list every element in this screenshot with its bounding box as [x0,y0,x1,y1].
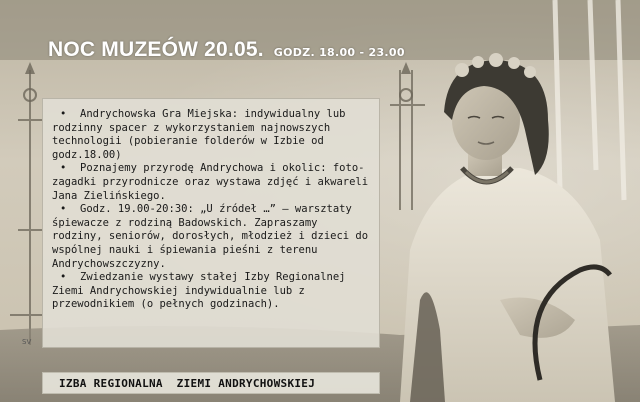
list-item [52,203,374,271]
event-title: NOC MUZEÓW 20.05. [48,38,264,61]
event-hours: GODZ. 18.00 - 23.00 [273,46,405,59]
bullet-icon: • [60,162,67,175]
program-item-text: Godz. 19.00-20:30: „U źródeł …” – warsztaty śpiewacze z rodziną Badowskich. Zapraszamy rodziny, seniorów, dorosłych, młodzież i dzieci do wspólnej nauki i śpiewania pieśni z terenu Andrychowszczyzny. [52,203,369,270]
institution-name: IZBA REGIONALNA ZIEMI ANDRYCHOWSKIEJ [59,376,316,390]
institution-bar [42,372,380,394]
bullet-icon: • [60,108,67,120]
program-item-text: Andrychowska Gra Miejska: indywidualny lub rodzinny spacer z wykorzystaniem najnowszych technologii (pobieranie folderów w Izbie od godz.18.00) [52,108,346,161]
bullet-icon: • [60,271,67,284]
woman-figure [400,53,615,402]
program-item-text: Poznajemy przyrodę Andrychowa i okolic: foto-zagadki przyrodnicze oraz wystawa zdjęć i akwareli Jana Zielińskiego. [52,162,369,202]
event-header [48,38,405,68]
program-item-text: Zwiedzanie wystawy stałej Izby Regionalnej Ziemi Andrychowskiej indywidualnie lub z przewodnikiem (o pełnych godzinach). [52,271,346,311]
list-item [52,162,374,203]
list-item [52,108,374,162]
list-item [52,271,374,312]
program-list [52,108,374,312]
photo-signature: SV [22,338,32,346]
bullet-icon: • [60,203,67,216]
